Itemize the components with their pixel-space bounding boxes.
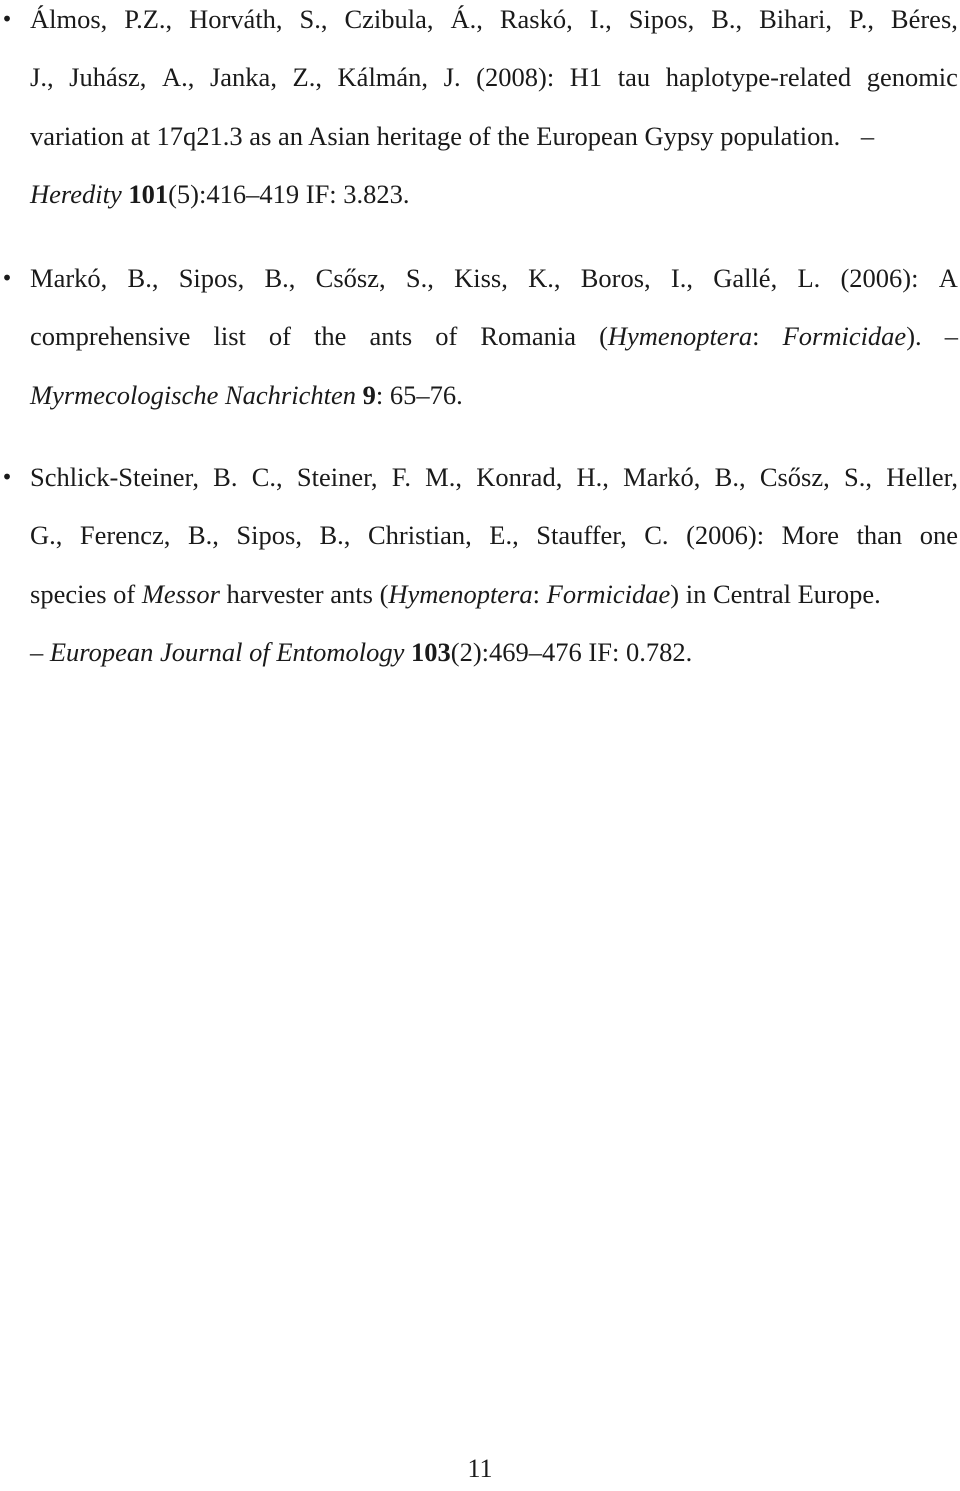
reference-word: I., <box>670 263 693 293</box>
reference-word: J. <box>443 62 461 92</box>
genus-name: Messor <box>141 579 220 609</box>
reference-word: B., <box>319 520 351 550</box>
reference-line <box>30 623 958 682</box>
page-number: 11 <box>467 1454 493 1483</box>
reference-word: Csősz, <box>759 462 830 492</box>
journal-name: Heredity <box>30 179 122 209</box>
reference-word: B., <box>264 263 296 293</box>
reference-word: H., <box>576 462 609 492</box>
reference-word: S., <box>299 4 328 34</box>
issue-pages: (2):469–476 IF: 0.782. <box>450 637 693 667</box>
reference-line <box>30 0 958 49</box>
reference-word: Sipos, <box>236 520 302 550</box>
reference-word: Csősz, <box>315 263 386 293</box>
reference-word: Juhász, <box>69 62 147 92</box>
reference-text: ) in Central Europe. <box>670 579 881 609</box>
reference-word: S., <box>843 462 872 492</box>
reference-word: B., <box>187 520 219 550</box>
issue-pages: (5):416–419 IF: 3.823. <box>168 179 410 209</box>
reference-word: B. <box>213 462 238 492</box>
reference-word: Horváth, <box>189 4 283 34</box>
reference-word: (2006): <box>840 263 919 293</box>
reference-word: E., <box>489 520 519 550</box>
reference-word: Romania <box>480 321 577 351</box>
reference-line <box>30 107 958 166</box>
taxon-family: Formicidae <box>782 321 907 351</box>
reference-word: Schlick-Steiner, <box>30 462 199 492</box>
separator-dash: – <box>944 321 958 351</box>
reference-line <box>30 366 958 425</box>
reference-word: Sipos, <box>178 263 245 293</box>
reference-word: Raskó, <box>499 4 573 34</box>
reference-word: the <box>314 321 347 351</box>
reference-word: Ferencz, <box>79 520 171 550</box>
reference-word: I., <box>589 4 612 34</box>
reference-word: Gallé, <box>713 263 778 293</box>
reference-word: J., <box>30 62 54 92</box>
reference-word: Sipos, <box>628 4 695 34</box>
reference-word: S., <box>405 263 434 293</box>
reference-word: L. <box>797 263 821 293</box>
reference-word: (2008): <box>476 62 555 92</box>
bullet-icon: • <box>1 7 13 31</box>
reference-word: C., <box>251 462 283 492</box>
reference-word: Álmos, <box>30 4 108 34</box>
separator-dash: – <box>30 637 44 667</box>
colon: : <box>532 579 547 609</box>
reference-word: (2006): <box>686 520 765 550</box>
reference-text: variation at 17q21.3 as an Asian heritage of the European Gypsy population. <box>30 121 841 151</box>
taxon-order: Hymenoptera <box>607 321 753 351</box>
journal-volume: 103 <box>411 637 451 667</box>
reference-word: list <box>213 321 246 351</box>
taxon-order: Hymenoptera <box>388 579 533 609</box>
paren: ( <box>599 321 608 351</box>
reference-word: Kiss, <box>454 263 508 293</box>
reference-word: one <box>919 520 958 550</box>
reference-line <box>30 307 958 366</box>
pages: : 65–76. <box>375 380 463 410</box>
reference-word: of <box>435 321 458 351</box>
paren: ). <box>906 321 922 351</box>
reference-word: Konrad, <box>476 462 563 492</box>
reference-word: Béres, <box>890 4 958 34</box>
reference-line <box>30 48 958 107</box>
reference-word: Steiner, <box>296 462 378 492</box>
journal-name: Myrmecologische Nachrichten <box>30 380 356 410</box>
reference-text: harvester ants ( <box>219 579 389 609</box>
reference-line <box>30 165 958 224</box>
reference-word: B., <box>714 462 746 492</box>
taxon-group <box>599 307 759 366</box>
reference-word: M., <box>425 462 462 492</box>
bullet-icon: • <box>1 465 13 489</box>
journal-volume: 9 <box>362 380 376 410</box>
reference-line <box>30 448 958 507</box>
reference-word: haplotype-related <box>665 62 852 92</box>
taxon-family: Formicidae <box>546 579 671 609</box>
reference-word: H1 <box>569 62 603 92</box>
reference-word: G., <box>30 520 63 550</box>
reference-word: Markó, <box>623 462 701 492</box>
reference-word: Kálmán, <box>337 62 429 92</box>
reference-word: Z., <box>292 62 322 92</box>
reference-word: F. <box>391 462 411 492</box>
reference-word: Janka, <box>209 62 277 92</box>
colon: : <box>752 321 760 351</box>
reference-word: B., <box>127 263 159 293</box>
reference-word: Heller, <box>886 462 958 492</box>
reference-word: C. <box>644 520 669 550</box>
reference-word: tau <box>617 62 651 92</box>
reference-word: More <box>781 520 840 550</box>
reference-word: P.Z., <box>124 4 173 34</box>
reference-word: B., <box>711 4 743 34</box>
reference-word: Boros, <box>580 263 651 293</box>
reference-word: Czibula, <box>344 4 434 34</box>
reference-word: Stauffer, <box>536 520 627 550</box>
reference-word: A <box>938 263 958 293</box>
reference-line <box>30 565 958 624</box>
reference-word: Markó, <box>30 263 108 293</box>
reference-word: genomic <box>866 62 958 92</box>
separator-dash: – <box>860 121 875 151</box>
reference-word: Á., <box>450 4 483 34</box>
reference-word: of <box>268 321 291 351</box>
journal-volume: 101 <box>128 179 169 209</box>
reference-word: Christian, <box>367 520 472 550</box>
reference-line <box>30 506 958 565</box>
journal-name: European Journal of Entomology <box>49 637 405 667</box>
taxon-group <box>783 307 922 366</box>
reference-word: than <box>856 520 903 550</box>
reference-word: ants <box>369 321 413 351</box>
reference-word: comprehensive <box>30 321 191 351</box>
reference-word: A., <box>162 62 195 92</box>
reference-word: P., <box>848 4 874 34</box>
reference-word: K., <box>528 263 561 293</box>
reference-word: Bihari, <box>759 4 832 34</box>
bullet-icon: • <box>1 266 13 290</box>
reference-text: species of <box>30 579 142 609</box>
reference-line <box>30 249 958 308</box>
